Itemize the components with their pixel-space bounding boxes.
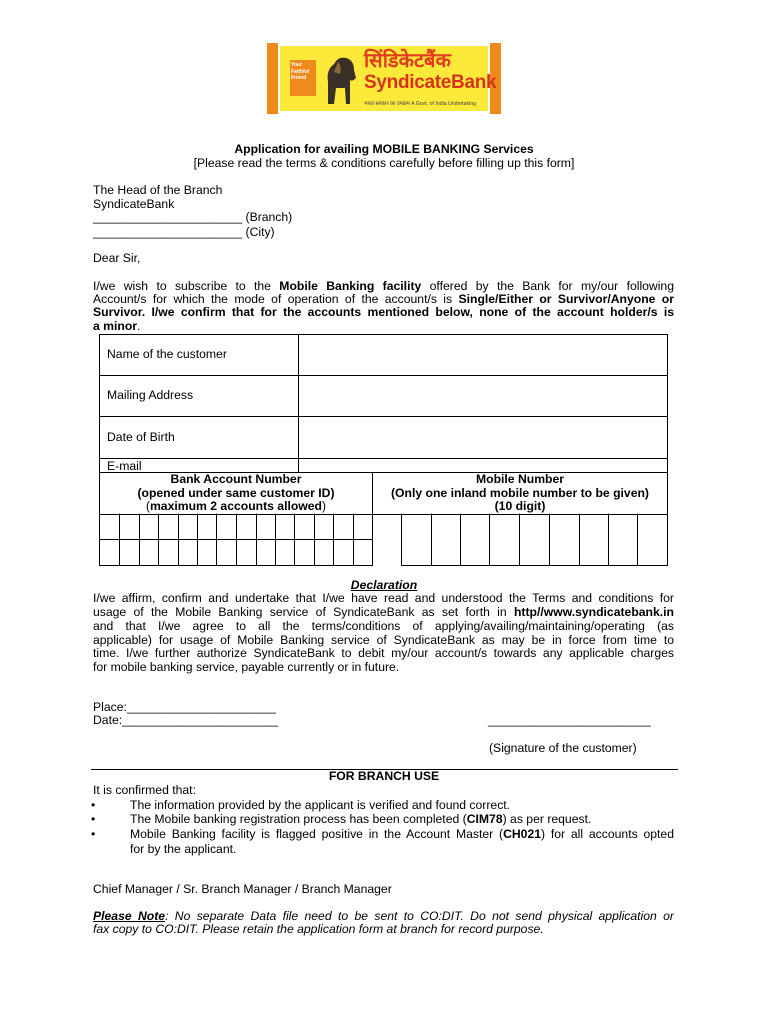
branch-text: ) as per request.	[502, 812, 592, 826]
bullet-icon: •	[91, 827, 96, 841]
customer-details-table	[99, 334, 668, 473]
logo-english-tagline: A Govt. of India Undertaking	[411, 101, 477, 107]
branch-text: Mobile Banking facility is flagged positive in the Account Master (	[130, 827, 504, 841]
mobile-header-note: (Only one inland mobile number to be given)	[391, 485, 649, 500]
email-input[interactable]	[299, 459, 668, 473]
dob-input[interactable]	[299, 417, 668, 459]
mobile-header-digits: (10 digit)	[494, 499, 546, 514]
declaration-line5: time. I/we further authorize SyndicateBank to debit my/our account/s towards any applicable charges	[93, 646, 674, 660]
dob-label: Date of Birth	[100, 417, 299, 459]
paren-open: (	[145, 499, 150, 514]
city-field[interactable]: ______________________ (City)	[93, 225, 275, 239]
lion-emblem-icon	[320, 52, 362, 106]
account-limit-text: maximum 2 accounts allowed	[149, 499, 323, 514]
account-header-title: Bank Account Number	[170, 472, 302, 487]
intro-text: Account/s for which the mode of operation of the account/s is	[93, 292, 459, 306]
address-input[interactable]	[299, 376, 668, 417]
form-subtitle: [Please read the terms & conditions carefully before filling up this form]	[193, 156, 575, 170]
signature-line[interactable]: ________________________	[488, 713, 651, 727]
note-label: Please Note	[93, 909, 166, 923]
branch-use-heading: FOR BRANCH USE	[328, 769, 440, 783]
declaration-heading: Declaration	[350, 578, 418, 592]
logo-left-bar	[267, 43, 278, 114]
place-field[interactable]: Place:______________________	[93, 700, 276, 714]
branch-item-3-cont: for by the applicant.	[130, 842, 237, 856]
signature-label: (Signature of the customer)	[489, 741, 637, 755]
email-label: E-mail	[100, 459, 299, 473]
logo-hindi-name: सिंडिकेटबैंक	[364, 48, 451, 72]
manager-titles: Chief Manager / Sr. Branch Manager / Branch Manager	[93, 882, 392, 896]
salutation: Dear Sir,	[93, 251, 141, 265]
code-ch021: CH021	[503, 827, 542, 841]
declaration-line3: and that I/we agree to all the terms/conditions of applying/availing/maintaining/operating (as	[93, 619, 674, 633]
paren-close: )	[322, 499, 327, 514]
bank-website-link[interactable]: http//www.syndicatebank.in	[513, 605, 674, 619]
intro-emphasis: Single/Either or Survivor/Anyone or	[458, 292, 674, 306]
account-header-note: (opened under same customer ID)	[137, 485, 335, 500]
syndicate-bank-logo	[267, 43, 501, 114]
addressee-line2: SyndicateBank	[93, 197, 175, 211]
logo-hindi-tagline: भारत सरकार का उपक्रम	[364, 101, 410, 107]
intro-emphasis: a minor	[93, 319, 138, 333]
declaration-line1: I/we affirm, confirm and undertake that I/we have read and understood the Terms and conditions for	[93, 591, 674, 605]
bullet-icon: •	[91, 812, 96, 826]
intro-text: .	[137, 319, 141, 333]
name-input[interactable]	[299, 335, 668, 376]
intro-text: offered by the Bank for my/our following	[421, 279, 674, 293]
mobile-digit-boxes[interactable]	[402, 514, 668, 566]
intro-emphasis: Survivor	[93, 305, 142, 319]
account-mobile-header	[99, 472, 668, 515]
note-line2: fax copy to CO:DIT. Please retain the application form at branch for record purpose.	[93, 922, 544, 936]
intro-line3	[93, 306, 674, 320]
branch-text: The Mobile banking registration process has been completed (	[130, 812, 467, 826]
logo-bank-name: SyndicateBank	[364, 72, 497, 93]
branch-field[interactable]: ______________________ (Branch)	[93, 210, 293, 224]
declaration-text: usage of the Mobile Banking service of SyndicateBank as set forth in	[93, 605, 514, 619]
intro-line4	[93, 320, 140, 334]
account-number-header	[100, 473, 373, 515]
confirmed-label: It is confirmed that:	[93, 783, 196, 797]
declaration-line6: for mobile banking service, payable currently or in future.	[93, 660, 400, 674]
intro-emphasis: . I/we confirm that for the accounts mentioned below, none of the account holder/s is	[141, 305, 674, 319]
digit-row-lines	[99, 540, 668, 566]
logo-panel	[280, 46, 497, 111]
note-text: : No separate Data file need to be sent to CO:DIT. Do not send physical application or	[165, 909, 674, 923]
logo-tagline: Your Faithful Friend	[290, 60, 316, 96]
bullet-icon: •	[91, 798, 96, 812]
declaration-line4: applicable) for usage of Mobile Banking service of SyndicateBank as may be in force from time to	[93, 633, 674, 647]
account-header-limit	[100, 500, 372, 514]
date-field[interactable]: Date:_______________________	[93, 713, 279, 727]
logo-tagline-text	[364, 98, 476, 112]
name-label: Name of the customer	[100, 335, 299, 376]
intro-text: I/we wish to subscribe to the	[93, 279, 280, 293]
addressee-line1: The Head of the Branch	[93, 183, 223, 197]
address-label: Mailing Address	[100, 376, 299, 417]
intro-emphasis: Mobile Banking facility	[279, 279, 422, 293]
branch-item-3	[130, 828, 674, 842]
code-cim78: CIM78	[466, 812, 503, 826]
digit-boxes-grid[interactable]	[99, 513, 669, 567]
branch-item-1: The information provided by the applicant is verified and found correct.	[130, 798, 511, 812]
mobile-number-header	[373, 473, 668, 515]
branch-text: ) for all accounts opted	[541, 827, 674, 841]
branch-item-2	[130, 813, 591, 827]
mobile-header-title: Mobile Number	[475, 472, 565, 487]
declaration-line2	[93, 606, 674, 620]
form-title: Application for availing MOBILE BANKING Services	[234, 142, 534, 156]
